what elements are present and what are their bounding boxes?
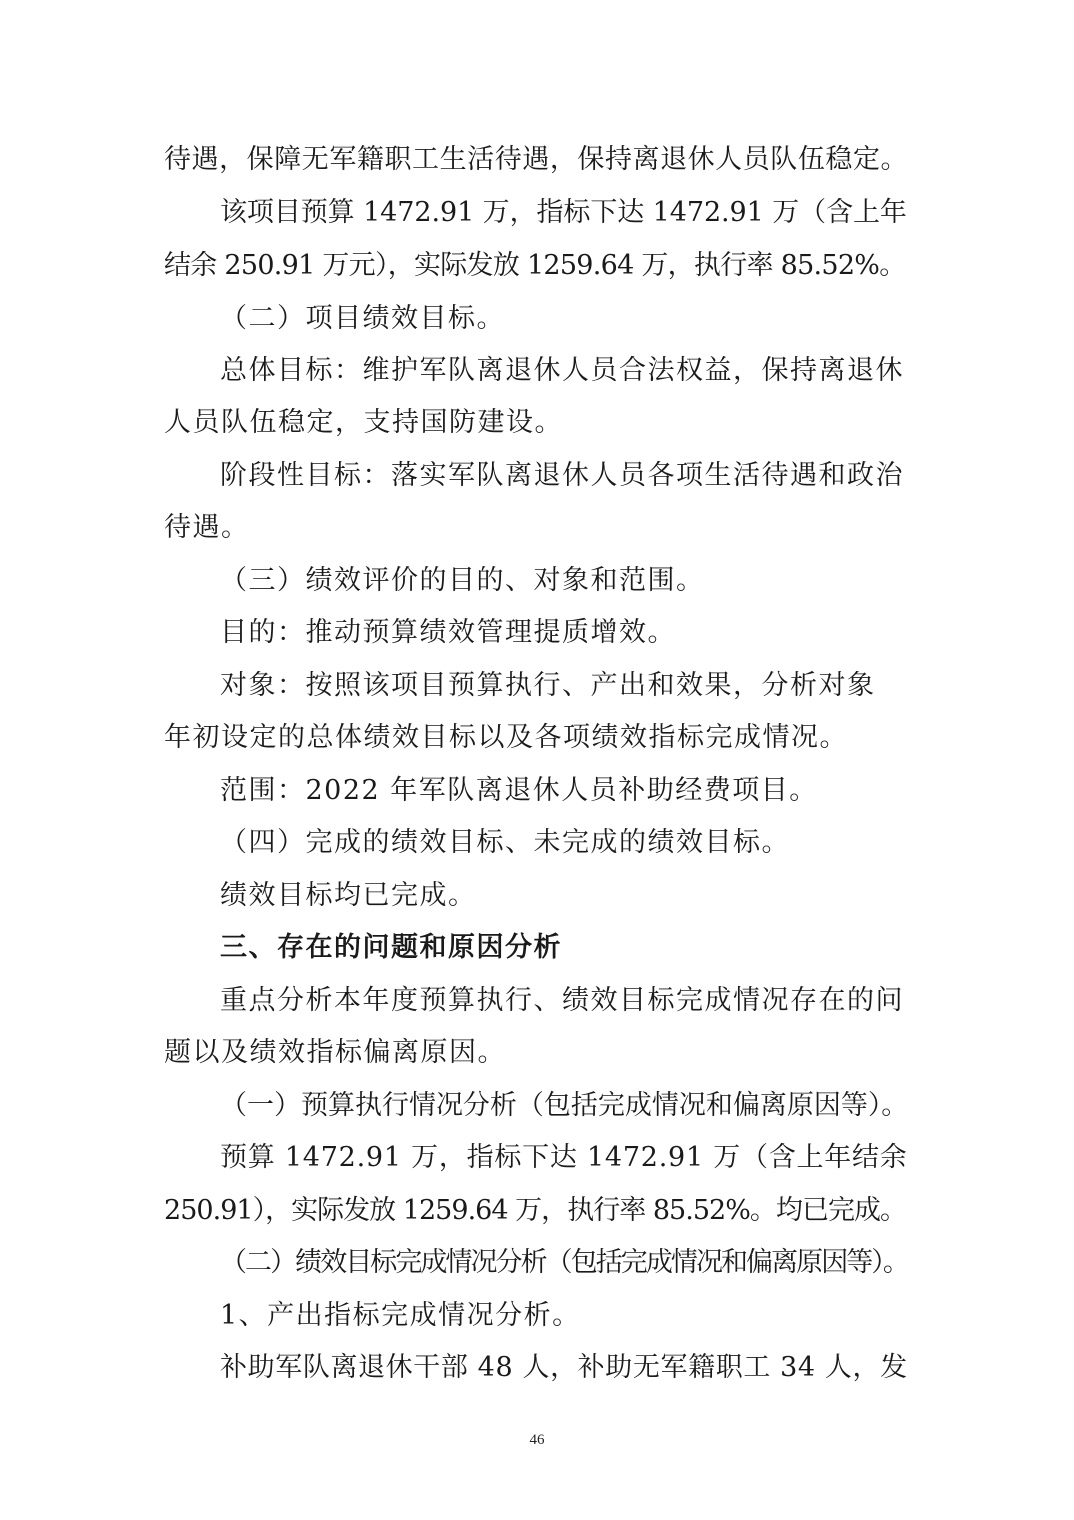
section-heading: （三）绩效评价的目的、对象和范围。 bbox=[220, 565, 705, 596]
text-line: 重点分析本年度预算执行、绩效目标完成情况存在的问 bbox=[220, 985, 904, 1016]
text-line: 目的：推动预算绩效管理提质增效。 bbox=[220, 617, 676, 648]
text-line: 结余 250.91 万元），实际发放 1259.64 万，执行率 85.52%。 bbox=[164, 250, 906, 281]
text-line: 预算 1472.91 万，指标下达 1472.91 万（含上年结余 bbox=[220, 1142, 908, 1173]
page-number: 46 bbox=[529, 1432, 545, 1448]
text-line: 绩效目标均已完成。 bbox=[220, 880, 477, 911]
section-heading: （一）预算执行情况分析（包括完成情况和偏离原因等）。 bbox=[220, 1090, 909, 1121]
text-line: 待遇，保障无军籍职工生活待遇，保持离退休人员队伍稳定。 bbox=[164, 144, 909, 175]
text-line: 阶段性目标：落实军队离退休人员各项生活待遇和政治 bbox=[220, 460, 904, 491]
text-line: 年初设定的总体绩效目标以及各项绩效指标完成情况。 bbox=[164, 722, 848, 753]
text-line: 题以及绩效指标偏离原因。 bbox=[164, 1037, 506, 1068]
text-line: 总体目标：维护军队离退休人员合法权益，保持离退休 bbox=[220, 355, 904, 386]
text-line: 250.91），实际发放 1259.64 万，执行率 85.52%。均已完成。 bbox=[164, 1195, 907, 1226]
text-line: 补助军队离退休干部 48 人，补助无军籍职工 34 人，发 bbox=[220, 1352, 908, 1383]
text-line: 该项目预算 1472.91 万，指标下达 1472.91 万（含上年 bbox=[220, 197, 907, 228]
text-line: 待遇。 bbox=[164, 512, 250, 543]
text-line: 范围：2022 年军队离退休人员补助经费项目。 bbox=[220, 775, 818, 806]
text-line: 对象：按照该项目预算执行、产出和效果，分析对象 bbox=[220, 670, 876, 701]
chapter-heading: 三、存在的问题和原因分析 bbox=[220, 932, 562, 963]
section-heading: （二）项目绩效目标。 bbox=[220, 303, 505, 334]
text-line: 1、产出指标完成情况分析。 bbox=[220, 1300, 581, 1331]
section-heading: （四）完成的绩效目标、未完成的绩效目标。 bbox=[220, 827, 790, 858]
text-line: 人员队伍稳定，支持国防建设。 bbox=[164, 407, 563, 438]
section-heading: （二）绩效目标完成情况分析（包括完成情况和偏离原因等）。 bbox=[220, 1247, 908, 1278]
